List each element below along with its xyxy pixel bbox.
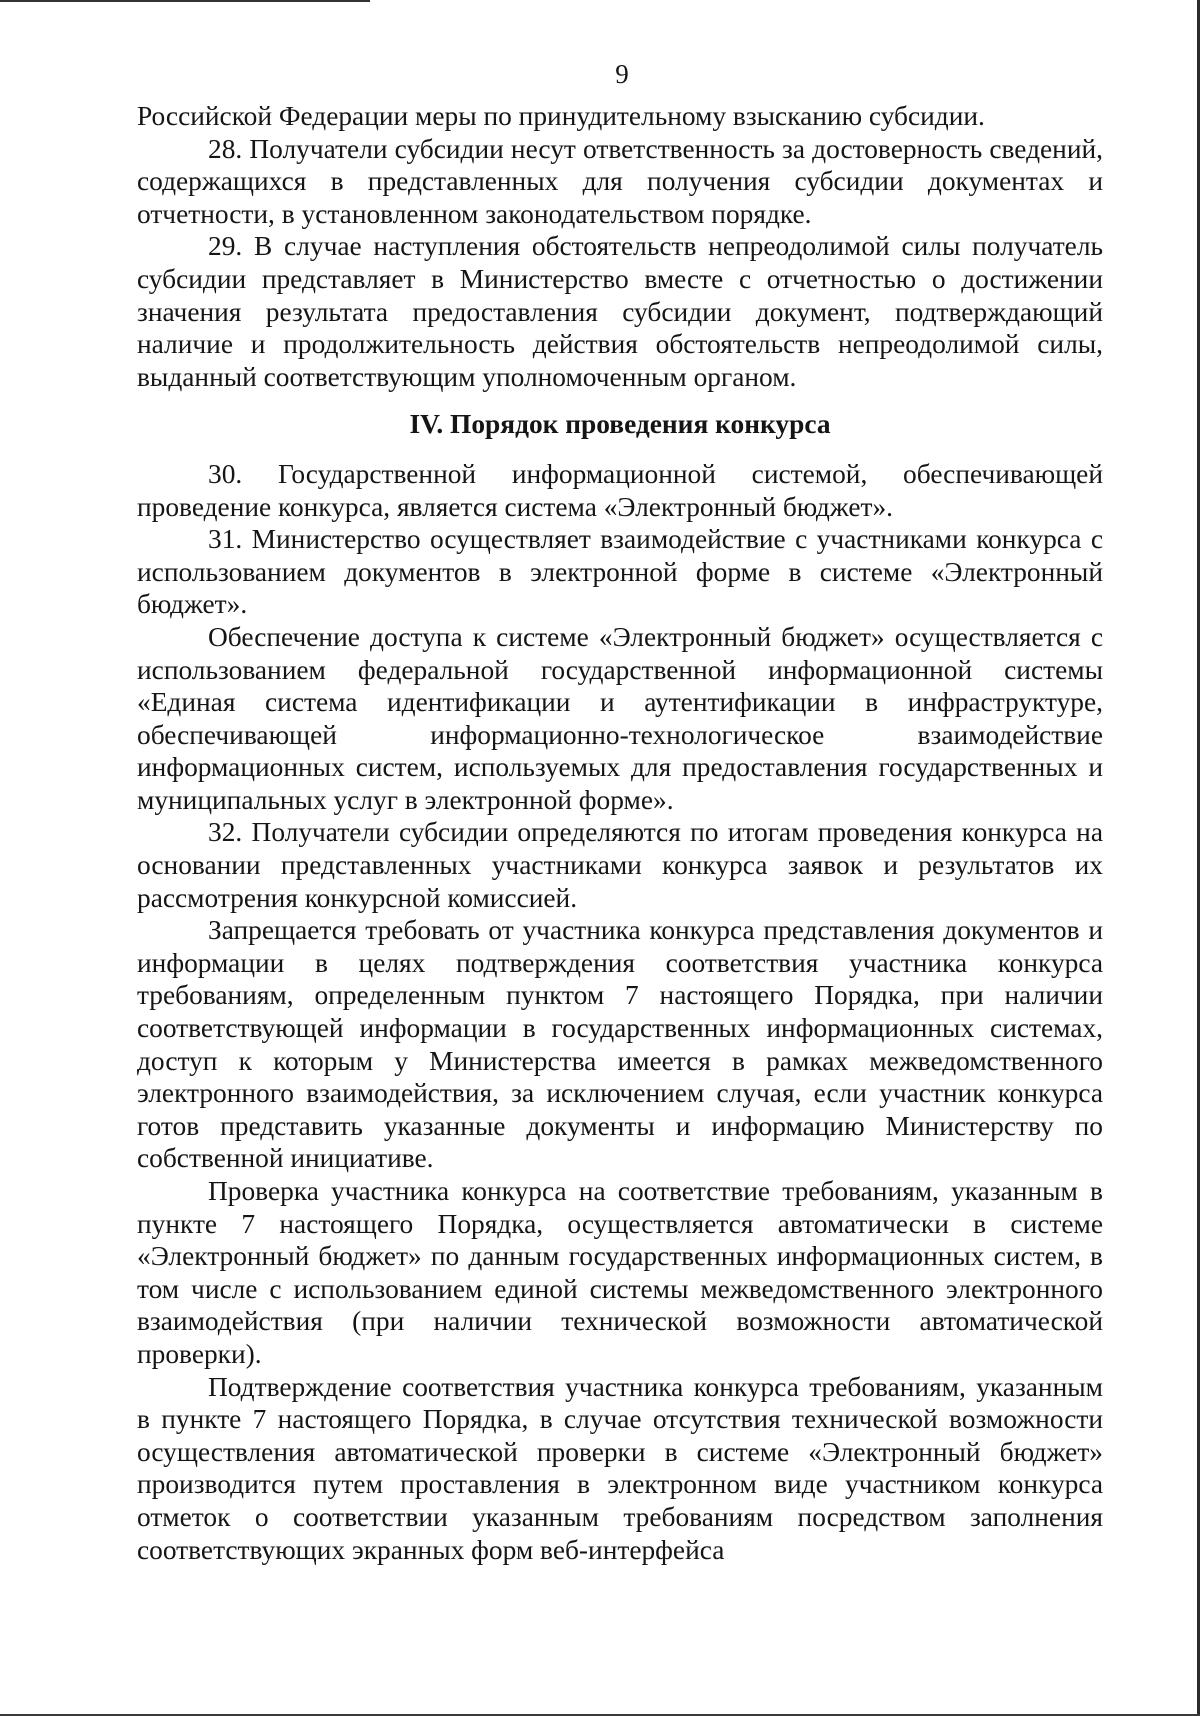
paragraph-continuation: Российской Федерации меры по принудительному взысканию субсидии. xyxy=(137,101,985,131)
paragraph-confirmation: Подтверждение соответствия участника конкурса требованиям, указанным в пункте 7 настоящего Порядка, в случае отсутствия технической возможности осуществления автоматической проверки в системе «Электронный бюджет» производится путем проставления в электронном виде участником конкурса отметок о соответствии указанным требованиям посредством заполнения соответствующих экранных форм веб-интерфейса xyxy=(137,1371,1103,1565)
paragraph-29: 29. В случае наступления обстоятельств непреодолимой силы получатель субсидии представляет в Министерство вместе с отчетностью о достижении значения результата предоставления субсидии документ, подтверждающий наличие и продолжительность действия обстоятельств непреодолимой силы, выданный соответствующим уполномоченным органом. xyxy=(137,231,1103,392)
section-heading: IV. Порядок проведения конкурса xyxy=(409,409,831,440)
paragraph-32: 32. Получатели субсидии определяются по итогам проведения конкурса на основании представленных участниками конкурса заявок и результатов их рассмотрения конкурсной комиссией. xyxy=(137,817,1103,913)
page-number: 9 xyxy=(615,59,629,89)
paragraph-verification: Проверка участника конкурса на соответствие требованиям, указанным в пункте 7 настоящего Порядка, осуществляется автоматически в системе «Электронный бюджет» по данным государственных информационных систем, в том числе с использованием единой системы межведомственного электронного взаимодействия (при наличии технической возможности автоматической проверки). xyxy=(137,1176,1103,1369)
paragraph-28: 28. Получатели субсидии несут ответственность за достоверность сведений, содержащихся в представленных для получения субсидии документах и отчетности, в установленном законодательством порядке. xyxy=(137,133,1103,229)
scan-edge-top xyxy=(0,0,370,2)
paragraph-prohibition: Запрещается требовать от участника конкурса представления документов и информации в целях подтверждения соответствия участника конкурса требованиям, определенным пунктом 7 настоящего Порядка, при наличии соответствующей информации в государственных информационных системах, доступ к которым у Министерства имеется в рамках межведомственного электронного взаимодействия, за исключением случая, если участник конкурса готов представить указанные документы и информацию Министерству по собственной инициативе. xyxy=(137,915,1103,1174)
paragraph-31: 31. Министерство осуществляет взаимодействие с участниками конкурса с использованием документов в электронной форме в системе «Электронный бюджет». xyxy=(137,524,1103,620)
document-body xyxy=(137,100,1103,1566)
paragraph-30: 30. Государственной информационной системой, обеспечивающей проведение конкурса, является система «Электронный бюджет». xyxy=(137,458,1103,522)
paragraph-access: Обеспечение доступа к системе «Электронный бюджет» осуществляется с использованием федеральной государственной информационной системы «Единая система идентификации и аутентификации в инфраструктуре, обеспечивающей информационно-технологическое взаимодействие информационных систем, используемых для предоставления государственных и муниципальных услуг в электронной форме». xyxy=(137,621,1103,815)
